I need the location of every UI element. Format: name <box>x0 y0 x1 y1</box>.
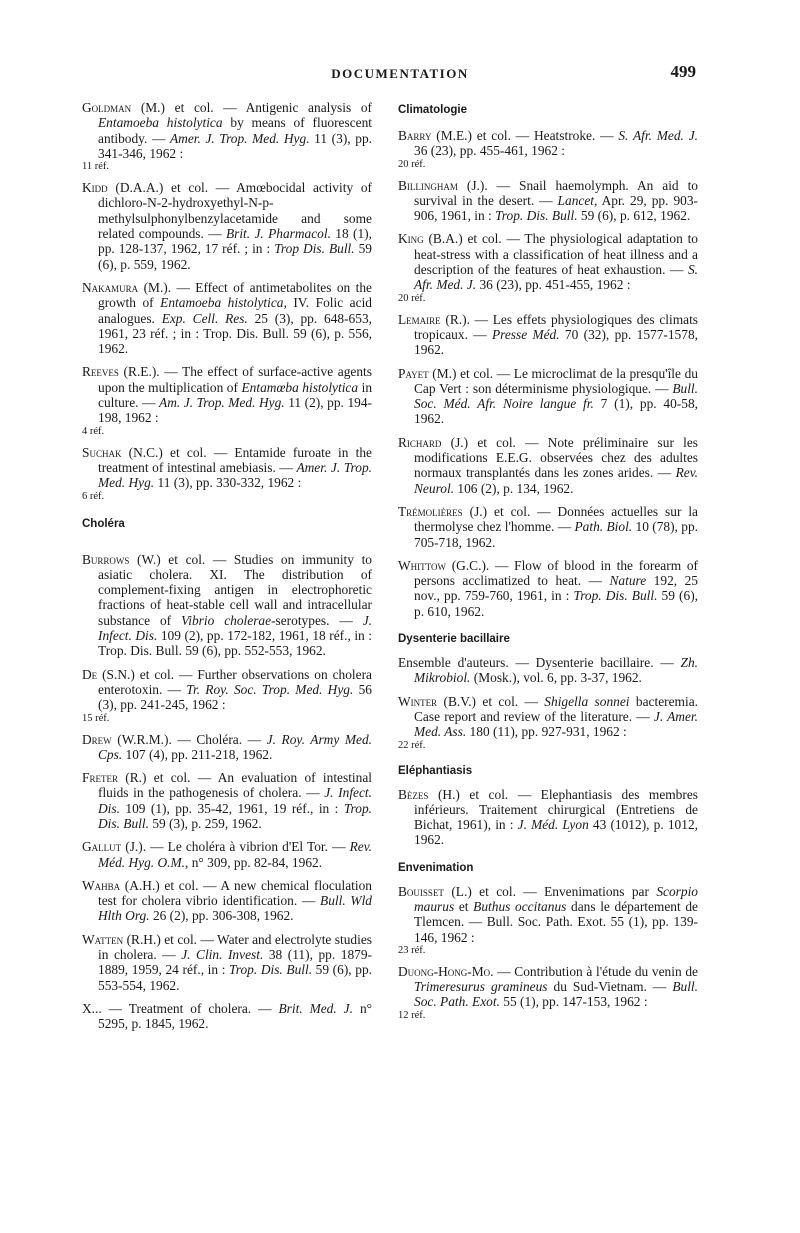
entry-journal: Rev. Neurol. <box>414 465 698 496</box>
entry-journal: Path. Biol. <box>574 519 633 535</box>
bibliography-entry <box>82 732 372 763</box>
entry-author: Watten <box>82 931 124 947</box>
entry-author: Trémolières <box>398 503 463 519</box>
entry-text: et <box>454 898 474 914</box>
right-column <box>398 100 698 1029</box>
entry-text: (M.) et col. — Le microclimat de la presqu'île du Cap Vert : son déterminisme physiologique. — <box>414 365 698 396</box>
bibliography-entry <box>82 1001 372 1032</box>
entry-text: 11 (3), pp. 341-346, 1962 : <box>98 130 372 161</box>
entry-journal: Lancet, <box>557 192 598 208</box>
entry-journal: Trimeresurus gramineus <box>414 979 548 995</box>
entry-text: (R.E.). — The effect of surface-active agents upon the multiplication of <box>98 364 372 395</box>
section-heading-cholera: Choléra <box>82 517 125 530</box>
entry-text: 107 (4), pp. 211-218, 1962. <box>122 746 273 762</box>
entry-text: (A.H.) et col. — A new chemical floculation test for cholera vibrio identification. — <box>98 877 372 909</box>
entry-ref-count: 20 réf. <box>398 292 426 304</box>
entry-journal: J. Infect. Dis. <box>98 785 372 816</box>
entry-journal: Am. J. Trop. Med. Hyg. <box>159 395 285 411</box>
entry-text: IV. Folic acid analogues. <box>98 295 372 326</box>
entries-cholera <box>82 552 372 1032</box>
entry-text: 56 (3), pp. 241-245, 1962 : <box>98 681 372 713</box>
entry-text: 7 (1), pp. 40-58, 1962. <box>414 396 698 427</box>
entry-author: Richard <box>398 434 442 450</box>
bibliography-entry <box>82 180 372 272</box>
entry-text: — Treatment of cholera. — <box>101 1000 279 1016</box>
entry-journal: Amer. J. Trop. Med. Hyg. <box>98 459 372 491</box>
entry-text: (R.H.) et col. — Water and electrolyte studies in cholera. — <box>98 931 372 963</box>
entry-author: Reeves <box>82 364 119 380</box>
entry-author: Winter <box>398 693 438 709</box>
bibliography-entry <box>82 667 372 724</box>
entry-text: (J.) et col. — Note préliminaire sur les modifications E.E.G. observées chez des adultes normaux transplantés dans les zones arides. — <box>414 434 698 481</box>
entry-text: (W.R.M.). — Choléra. — <box>111 731 267 747</box>
entry-author: Wahba <box>82 877 121 893</box>
bibliography-entry <box>398 231 698 303</box>
entry-text: 59 (3), p. 259, 1962. <box>148 815 262 831</box>
entry-journal: Bull. Soc. Méd. Afr. Noire langue fr. <box>414 380 698 412</box>
entry-author: Duong-Hong-Mo. <box>398 963 494 979</box>
entry-text: (B.A.) et col. — The physiological adaptation to heat-stress with a classification of heat illness and a description of the features of heat exhaustion. — <box>414 231 698 278</box>
entry-text: 36 (23), pp. 451-455, 1962 : <box>476 277 631 293</box>
entry-journal: Brit. J. Pharmacol. <box>225 226 331 242</box>
entry-journal: Entamoeba histolytica <box>98 115 223 131</box>
entry-journal: Brit. Med. J. <box>278 1000 353 1016</box>
entry-ref-count: 11 réf. <box>82 161 110 173</box>
entry-journal: S. Afr. Med. J. <box>414 262 698 293</box>
bibliography-entry <box>398 366 698 427</box>
entry-text: 59 (6), p. 610, 1962. <box>414 588 698 619</box>
entry-text: — Contribution à l'étude du venin de <box>493 963 698 979</box>
bibliography-entry <box>398 694 698 751</box>
entry-journal: Entamoeba histolytica, <box>160 295 287 311</box>
entries-top <box>82 100 372 502</box>
entry-author: Bouisset <box>398 883 444 899</box>
entry-author: Freter <box>82 770 118 786</box>
entry-ref-count: 22 réf. <box>398 739 426 751</box>
entry-ref-count: 20 réf. <box>398 158 426 170</box>
entry-text: 10 (78), pp. 705-718, 1962. <box>414 519 698 550</box>
entry-ref-count: 23 réf. <box>398 944 426 956</box>
entry-text: 38 (11), pp. 1879-1889, 1959, 24 réf., in : <box>98 947 372 978</box>
running-head: DOCUMENTATION <box>331 66 469 81</box>
entry-journal: Vibrio cholerae <box>181 612 272 628</box>
entry-text: (M.). — Effect of antimetabolites on the growth of <box>98 279 372 311</box>
entry-text: 109 (1), pp. 35-42, 1961, 19 réf., in : <box>119 800 344 816</box>
bibliography-entry <box>398 504 698 550</box>
entry-text: (W.) et col. — Studies on immunity to asiatic cholera. XI. The distribution of complement-fixing antigen in electrophoretic fractions of heat-stable cell wall and intracellular substance of <box>98 551 372 628</box>
entry-text: dans le département de Tlemcen. — Bull. Soc. Path. Exot. 55 (1), pp. 139-146, 1962 : <box>414 898 699 945</box>
entry-text: 18 (1), pp. 128-137, 1962, 17 réf. ; in : <box>98 226 372 257</box>
entries-envenimation <box>398 884 698 1021</box>
bibliography-entry <box>82 280 372 356</box>
entry-text: 192, 25 nov., pp. 759-760, 1961, in : <box>414 573 698 604</box>
entry-text: (S.N.) et col. — Further observations on cholera enterotoxin. — <box>97 666 372 697</box>
entry-author: Goldman <box>82 100 132 115</box>
entry-text: 59 (6), p. 559, 1962. <box>98 241 372 272</box>
entry-text: (J.) et col. — Données actuelles sur la thermolyse chez l'homme. — <box>414 503 698 535</box>
bibliography-entry <box>398 884 698 956</box>
section-heading-climatologie: Climatologie <box>398 104 468 116</box>
entry-text: 59 (6), p. 612, 1962. <box>577 208 691 224</box>
entry-ref-count: 4 réf. <box>82 425 105 437</box>
entry-text: 36 (23), pp. 455-461, 1962 : <box>414 143 566 159</box>
entry-author: Lemaire <box>398 311 441 327</box>
entry-author: Gallut <box>82 839 122 855</box>
entry-author: Drew <box>82 731 112 747</box>
entry-journal: J. Clin. Invest. <box>181 947 264 963</box>
entry-text: in culture. — <box>98 379 373 411</box>
entry-journal: S. Afr. Med. J. <box>618 128 699 143</box>
bibliography-entry <box>398 964 698 1021</box>
bibliography-entry <box>398 787 698 848</box>
entry-author: Billingham <box>398 177 458 193</box>
bibliography-entry <box>82 770 372 831</box>
entry-text: (J.). — Le choléra à vibrion d'El Tor. — <box>121 839 350 855</box>
entry-author: X... <box>82 1000 102 1016</box>
entry-author: Burrows <box>82 551 130 567</box>
entry-journal: Trop. Dis. Bull. <box>573 588 658 604</box>
entry-text: bacteremia. Case report and review of the literature. — <box>414 693 698 724</box>
entry-journal: Trop. Dis. Bull. <box>495 208 578 224</box>
entry-text: (R.). — Les effets physiologiques des climats tropicaux. — <box>414 311 698 342</box>
section-heading-envenimation: Envenimation <box>398 861 474 874</box>
bibliography-entry <box>398 128 698 170</box>
entries-dysenterie <box>398 655 698 750</box>
entry-text: (H.) et col. — Elephantiasis des membres inférieurs. Traitement chirurgical (Entretiens de Bichat, 1961), in : <box>414 786 698 833</box>
section-heading-dysenterie: Dysenterie bacillaire <box>398 633 510 646</box>
entry-journal: Bull. Wld Hlth Org. <box>98 893 372 924</box>
bibliography-entry <box>82 878 372 924</box>
bibliography-entry <box>398 312 698 358</box>
entry-author: Bèzes <box>398 786 429 802</box>
entry-journal: Shigella sonnei <box>544 693 630 709</box>
entry-journal: Tr. Roy. Soc. Trop. Med. Hyg. <box>186 681 354 697</box>
bibliography-entry <box>398 558 698 619</box>
entry-text: n° 5295, p. 1845, 1962. <box>98 1000 372 1032</box>
entry-journal: J. Méd. Lyon <box>517 817 589 833</box>
entry-journal: Presse Méd. <box>491 326 560 342</box>
bibliography-entry <box>82 839 372 870</box>
entry-text: (G.C.). — Flow of blood in the forearm of persons acclimatized to heat. — <box>414 557 698 589</box>
entry-journal: Exp. Cell. Res. <box>161 310 248 326</box>
bibliography-entry <box>82 445 372 502</box>
entry-author: Payet <box>398 365 429 381</box>
page-number: 499 <box>670 62 696 81</box>
entry-text: 70 (32), pp. 1577-1578, 1962. <box>414 326 698 358</box>
entry-journal: Scorpio maurus <box>414 883 698 914</box>
entry-journal: J. Amer. Med. Ass. <box>414 708 698 740</box>
entry-text: 106 (2), p. 134, 1962. <box>454 480 574 496</box>
entry-text: Apr. 29, pp. 903-906, 1961, in : <box>414 192 698 224</box>
entry-journal: Trop. Dis. Bull. <box>98 800 372 831</box>
entry-journal: Zh. Mikrobiol. <box>414 655 698 686</box>
entry-journal: Rev. Méd. Hyg. O.M., <box>98 839 372 870</box>
entry-text: by means of fluorescent antibody. — <box>98 115 372 146</box>
entry-author: Kidd <box>82 180 108 196</box>
bibliography-entry <box>82 364 372 436</box>
left-column <box>82 100 372 1040</box>
entry-text: 11 (2), pp. 194-198, 1962 : <box>98 395 372 426</box>
entry-text: (Mosk.), vol. 6, pp. 3-37, 1962. <box>470 670 642 686</box>
entry-author: Whittow <box>398 557 446 573</box>
entry-text: du Sud-Vietnam. — <box>547 979 673 995</box>
entry-text: 180 (11), pp. 927-931, 1962 : <box>466 724 627 740</box>
entry-text: (N.C.) et col. — Entamide furoate in the treatment of intestinal amebiasis. — <box>98 444 372 475</box>
entry-text: n° 309, pp. 82-84, 1962. <box>188 854 323 870</box>
entry-author: Barry <box>398 128 432 143</box>
entry-text: (D.A.A.) et col. — Amœbocidal activity of dichloro-N-2-hydroxyethyl-N-p-methylsulphonylbenzylacetamide and some related compounds. — <box>98 180 372 242</box>
entry-text: (M.) et col. — Antigenic analysis of <box>131 100 372 115</box>
entry-text: 26 (2), pp. 306-308, 1962. <box>149 908 294 924</box>
bibliography-entry <box>82 100 372 172</box>
entry-journal: J. Infect. Dis. <box>98 612 372 644</box>
entry-ref-count: 15 réf. <box>82 712 110 724</box>
entry-journal: Trop. Dis. Bull. <box>229 962 313 978</box>
bibliography-entry <box>398 655 698 686</box>
entry-text: 59 (6), pp. 553-554, 1962. <box>98 962 373 993</box>
entry-text: 43 (1012), p. 1012, 1962. <box>414 817 698 848</box>
entry-journal: Amer. J. Trop. Med. Hyg. <box>169 130 310 146</box>
entry-ref-count: 12 réf. <box>398 1009 426 1021</box>
entry-ref-count: 6 réf. <box>82 490 105 502</box>
entry-author: De <box>82 666 98 682</box>
entry-text: (M.E.) et col. — Heatstroke. — <box>431 128 619 143</box>
bibliography-entry <box>82 932 372 993</box>
entries-climatologie <box>398 128 698 619</box>
entry-text: (R.) et col. — An evaluation of intestinal fluids in the pathogenesis of cholera. — <box>98 770 372 801</box>
entry-text: 11 (3), pp. 330-332, 1962 : <box>154 475 302 491</box>
entry-author: Suchak <box>82 444 122 460</box>
section-heading-elephantiasis: Eléphantiasis <box>398 764 473 777</box>
entry-journal: J. Roy. Army Med. Cps. <box>98 731 372 762</box>
entry-text: 109 (2), pp. 172-182, 1961, 18 réf., in : Trop. Dis. Bull. 59 (6), pp. 552-553, 1962. <box>98 628 372 659</box>
entry-journal: Entamœba histolytica <box>241 379 359 395</box>
entry-journal: Buthus occitanus <box>473 898 567 914</box>
entry-text: -serotypes. — <box>271 612 363 628</box>
entry-text: 55 (1), pp. 147-153, 1962 : <box>499 994 648 1010</box>
entry-author: Nakamura <box>82 279 139 295</box>
bibliography-entry <box>82 552 372 659</box>
entry-journal: Nature <box>609 573 647 589</box>
entry-text: (J.). — Snail haemolymph. An aid to survival in the desert. — <box>414 177 698 208</box>
bibliography-entry <box>398 178 698 224</box>
entry-journal: Trop Dis. Bull. <box>274 241 355 257</box>
entry-author: King <box>398 231 424 247</box>
entry-text: (L.) et col. — Envenimations par <box>443 883 657 899</box>
entries-elephantiasis <box>398 787 698 848</box>
entry-text: Ensemble d'auteurs. — Dysenterie bacillaire. — <box>398 655 681 671</box>
entry-text: (B.V.) et col. — <box>437 693 545 709</box>
entry-journal: Bull. Soc. Path. Exot. <box>414 979 698 1010</box>
entry-text: 25 (3), pp. 648-653, 1961, 23 réf. ; in : Trop. Dis. Bull. 59 (6), p. 556, 1962. <box>98 310 372 357</box>
bibliography-entry <box>398 435 698 496</box>
